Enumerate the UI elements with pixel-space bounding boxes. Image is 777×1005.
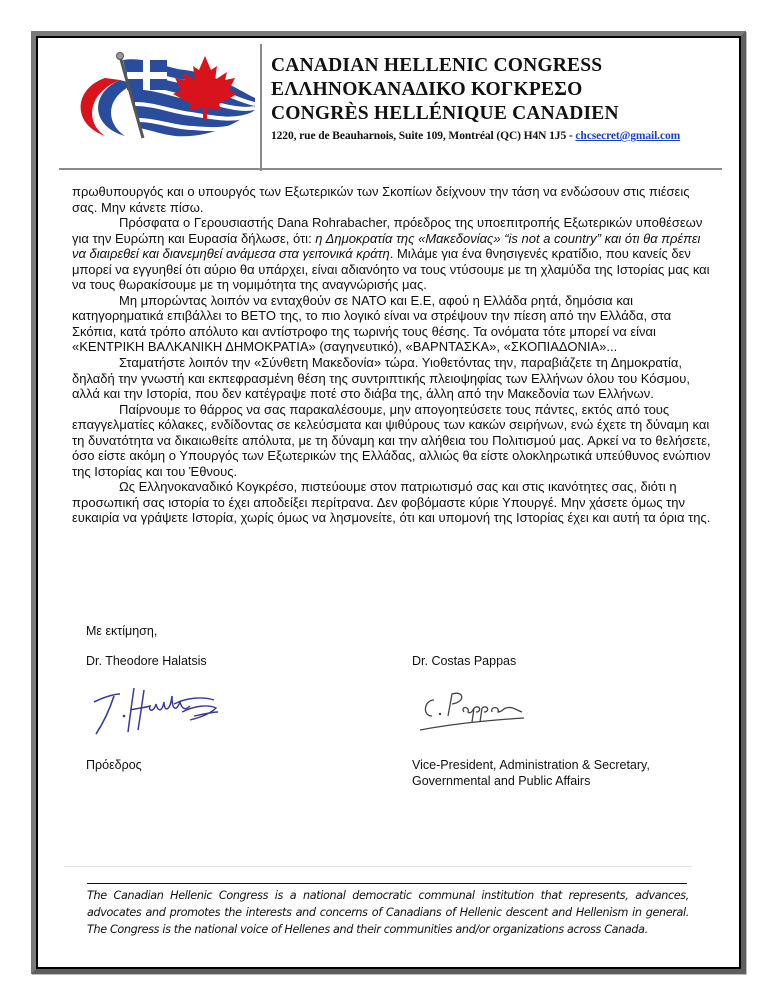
signatory-vice-president: [412, 654, 650, 789]
signatory-president: [86, 654, 226, 773]
signatory-name: Dr. Costas Pappas: [412, 654, 517, 668]
signature-pappas-icon: [412, 682, 552, 740]
closing-salutation: Με εκτίμηση,: [86, 624, 158, 638]
paragraph-4: Σταματήστε λοιπόν την «Σύνθετη Μακεδονία» τώρα. Υιοθετόντας την, παραβιάζετε τη Δημοκρατία, δηλαδή την γνωστή και εκπεφρασμένη θέση της συντριπτικής πλειοψηφίας των Ελλήνων όλου του Κόσμου, αλλά και την Ιστορία, που δεν κατέγραψε ποτέ στο διάβα της, άλλη από την Μακεδονία των Ελλήνων.: [72, 355, 690, 402]
paragraph-2-end: . Μιλάμε για ένα θνησιγενές κρατίδιο, που κανείς δεν μπορεί να εγγυηθεί ότι αύριο θα υπάρχει, είναι αδιανόητο να τους ντύσουμε με τη χλαμύδα της Ιστορίας μας και να τους θωρακίσουμε με τη νομιμότητα της αναγνώρισής μας.: [72, 246, 710, 293]
paragraph-6: Ως Ελληνοκαναδικό Κογκρέσο, πιστεύουμε στον πατριωτισμό σας και στις ικανότητες σας, διότι η προσωπική σας ιστορία το έχει αποδείξει περίτρανα. Δεν φοβόμαστε κύριε Υπουργέ. Μην χάσετε όμως την ευκαιρία να γράψετε Ιστορία, χωρίς όμως να λησμονείτε, ότι και υπομονή της Ιστορίας έχει και αυτή τα όρια της.: [72, 479, 711, 526]
address: 1220, rue de Beauharnois, Suite 109, Montréal (QC) H4N 1J5 -: [271, 130, 576, 142]
signatory-role: Πρόεδρος: [86, 758, 142, 772]
footer-rule: [87, 883, 687, 884]
role-line-1: Vice-President, Administration & Secretary,: [412, 758, 650, 772]
page-frame: [31, 31, 746, 974]
signatory-role: [412, 757, 650, 789]
signature-halatsis-icon: [86, 682, 226, 740]
org-name-english: CANADIAN HELLENIC CONGRESS: [271, 55, 603, 76]
paragraph-2-quote: η Δημοκρατία της «Μακεδονίας» “is not a country” και ότι θα πρέπει να διαιρεθεί και διανεμηθεί ανάμεσα στα γειτονικά κράτη: [72, 230, 701, 262]
role-line-2: Governmental and Public Affairs: [412, 774, 591, 788]
header-horizontal-divider: [59, 168, 722, 170]
address-line: [271, 126, 680, 146]
header-vertical-divider: [260, 44, 262, 171]
paragraph-1: πρωθυπουργός και ο υπουργός των Εξωτερικών των Σκοπίων δείχνουν την τάση να ενδώσουν στις πιέσεις σας. Μην κάνετε πίσω.: [72, 184, 690, 215]
letter-body: [72, 184, 712, 526]
email-link[interactable]: chcsecret@gmail.com: [575, 130, 681, 142]
greek-canadian-flag-logo-icon: [65, 48, 260, 148]
paragraph-3: Μη μπορώντας λοιπόν να ενταχθούν σε ΝΑΤΟ και Ε.Ε, αφού η Ελλάδα ρητά, δημόσια και κατηγορηματικά επιβάλλει το ΒΕΤΟ της, το πιο λογικό είναι να στρέψουν την πίεση από την Ελλάδα, στα Σκόπια, κατά τρόπο απόλυτο και αντίστροφο της τωρινής τους θέσης. Τα ονόματα τότε μπορεί να είναι «ΚΕΝΤΡΙΚΗ ΒΑΛΚΑΝΙΚΗ ΔΗΜΟΚΡΑΤΙΑ» (σαγηνευτικό), «ΒΑΡΝΤΑΣΚΑ», «ΣΚΟΠΙΑΔΟΝΙΑ»...: [72, 292, 672, 355]
org-name-greek: ΕΛΛΗΝΟΚΑΝΑΔΙΚΟ ΚΟΓΚΡΕΣΟ: [271, 79, 583, 100]
footer-separator: [64, 866, 692, 867]
paragraph-2: [72, 215, 712, 293]
paragraph-2-start: Πρόσφατα ο Γερουσιαστής Dana Rohrabacher, πρόεδρος της υποεπιτροπής Εξωτερικών υποθέσεων για την Ευρώπη και Ευρασία δήλωσε, ότι:: [72, 215, 703, 246]
letter-page: [36, 36, 741, 969]
paragraph-5: Παίρνουμε το θάρρος να σας παρακαλέσουμε, μην απογοητεύσετε τους πάντες, εκτός από τους επαγγελματίες κόλακες, ενδίδοντας σε κελεύσματα και ψιθύρους των κακών σειρήνων, ενώ έχετε τη δύναμη και τη δυνατότητα να δικαιωθείτε απόλυτα, με τη δύναμη και την αλήθεια του Πολιτισμού μας. Αρκεί να το θελήσετε, όσο είστε ακόμη ο Υπουργός των Εξωτερικών της Ελλάδας, αλλιώς θα είστε ολοκληρωτικά υπεύθυνος ενώπιον της Ιστορίας και του Έθνους.: [72, 401, 711, 479]
footer-mission-statement: The Canadian Hellenic Congress is a national democratic communal institution that represents, advances, advocates and promotes the interests and concerns of Canadians of Hellenic descent and Hellenism in general. The Congress is the national voice of Hellenes and their communities and/or organizations across Canada.: [87, 889, 689, 936]
letterhead: [271, 54, 680, 146]
org-name-french: CONGRÈS HELLÉNIQUE CANADIEN: [271, 103, 619, 124]
signatory-name: Dr. Theodore Halatsis: [86, 654, 207, 668]
